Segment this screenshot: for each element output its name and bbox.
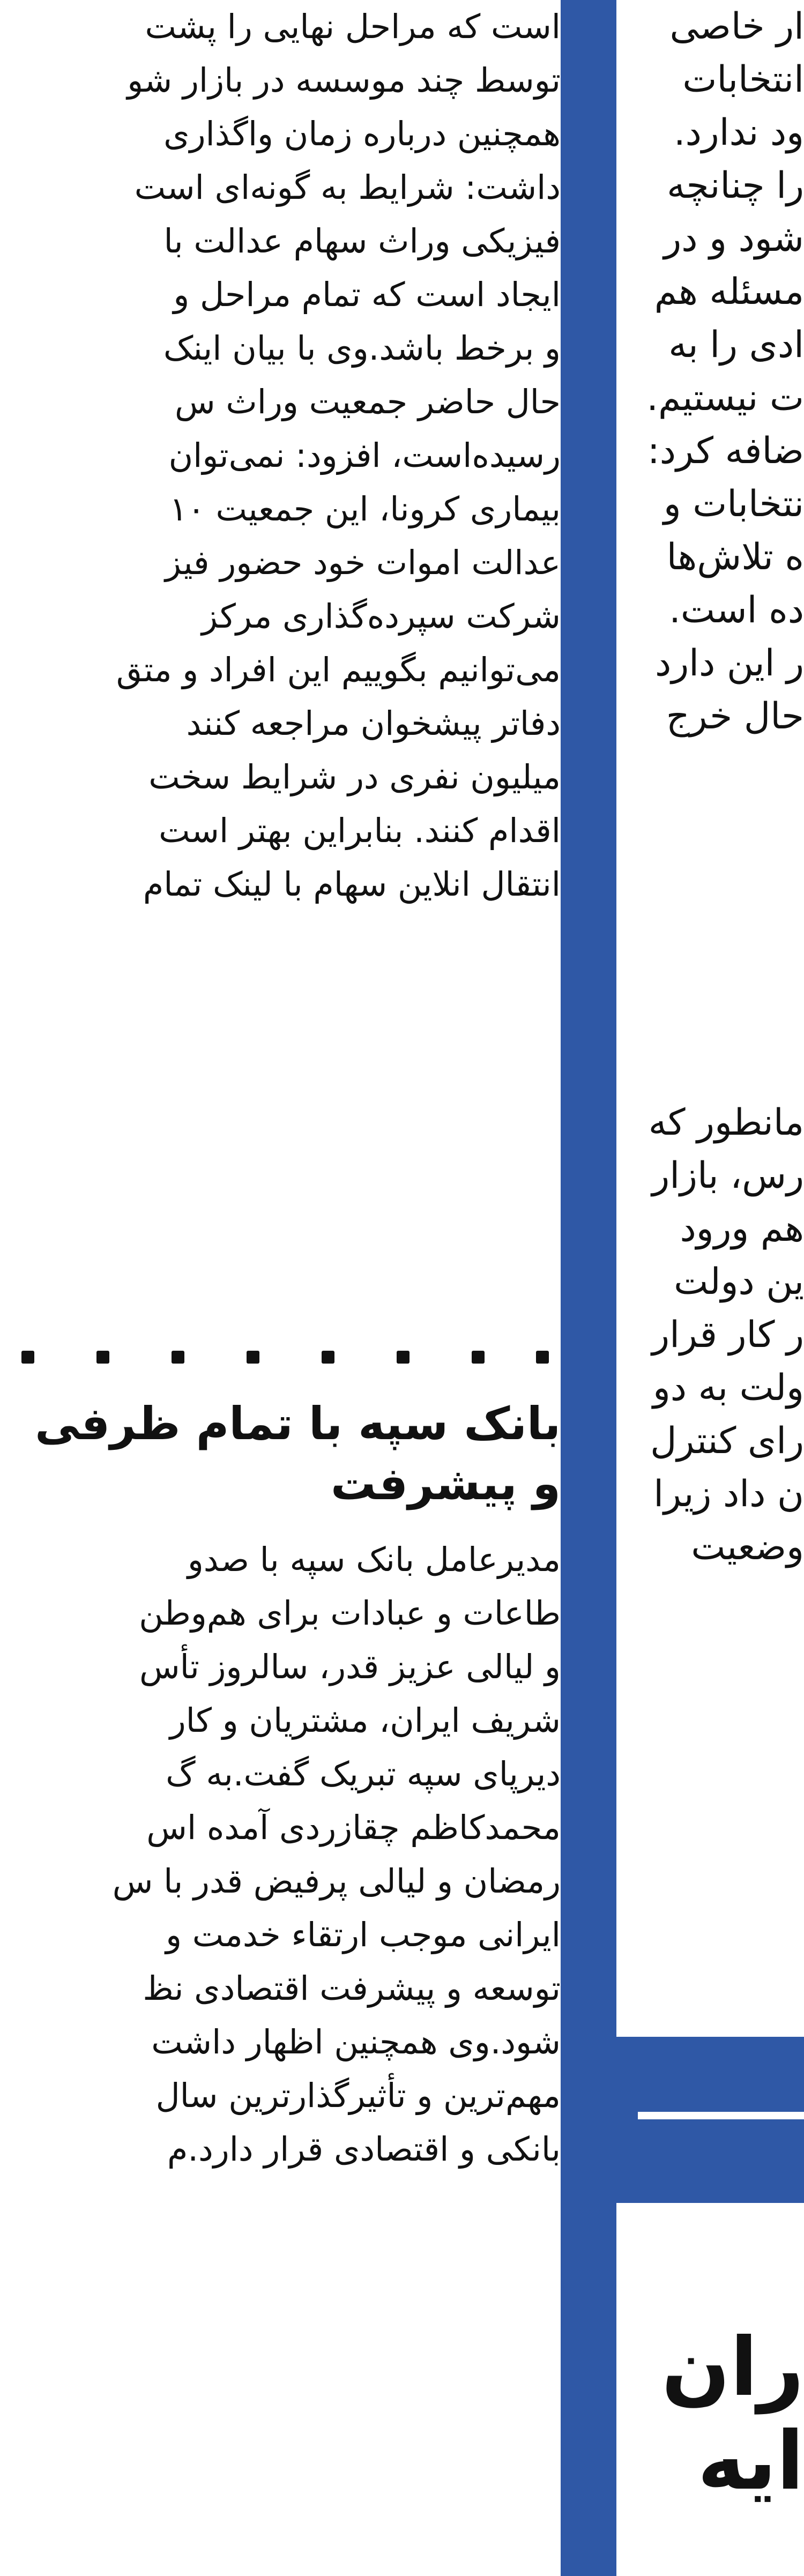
left-article-text-2 xyxy=(0,1533,561,2176)
column-divider-bar xyxy=(561,0,616,2576)
text-line: توسط چند موسسه در بازار شو xyxy=(127,61,561,100)
text-line: رسیده‌است، افزود: نمی‌توان xyxy=(168,436,561,475)
text-line: ادی را به xyxy=(668,324,804,366)
text-line: مهم‌ترین و تأثیرگذارترین سال xyxy=(155,2076,561,2115)
right-article-text-1 xyxy=(616,0,804,743)
text-line: وضعیت xyxy=(691,1526,804,1568)
text-line: است که مراحل نهایی را پشت xyxy=(145,7,561,46)
text-line: فیزیکی وراث سهام عدالت با xyxy=(163,221,561,260)
text-line: حال حاضر جمعیت وراث س xyxy=(175,382,561,421)
divider-dot xyxy=(472,1351,485,1364)
text-line: طاعات و عبادات برای هم‌وطن xyxy=(139,1594,561,1633)
divider-dot xyxy=(172,1351,184,1364)
text-line: انتخابات xyxy=(682,58,804,101)
headline-line: و پیشرفت xyxy=(331,1457,561,1510)
section-divider-dots xyxy=(0,1340,561,1372)
text-line: شود و در xyxy=(664,218,804,260)
text-line: ولت به دو xyxy=(652,1367,804,1409)
text-line: همچنین درباره زمان واگذاری xyxy=(163,114,561,153)
text-line: عدالت اموات خود حضور فیز xyxy=(165,543,561,582)
text-line: نتخابات و xyxy=(663,483,804,525)
text-line: مسئله هم xyxy=(654,271,804,313)
text-line: ایرانی موجب ارتقاء خدمت و xyxy=(166,1915,561,1954)
text-line: دیرپای سپه تبریک گفت.به گ xyxy=(166,1754,561,1793)
text-line: اقدام کنند. بنابراین بهتر است xyxy=(159,811,561,850)
text-line: شود.وی همچنین اظهار داشت xyxy=(151,2022,561,2061)
text-line: ت نیستیم. xyxy=(646,377,804,419)
headline-line: ایه xyxy=(697,2415,804,2508)
divider-dot xyxy=(21,1351,34,1364)
section-header-band xyxy=(616,2037,804,2203)
section-header-rule xyxy=(638,2112,804,2119)
text-line: حال خرج xyxy=(666,695,804,738)
text-line: رمضان و لیالی پرفیض قدر با س xyxy=(112,1862,561,1901)
divider-dot xyxy=(322,1351,334,1364)
text-line: ده است. xyxy=(669,589,804,631)
headline-line: ران xyxy=(661,2321,804,2414)
right-article-text-2 xyxy=(616,1096,804,1574)
text-line: ن داد زیرا xyxy=(653,1473,804,1515)
text-line: رای کنترل xyxy=(650,1420,804,1462)
text-line: محمدکاظم چقازردی آمده اس xyxy=(146,1808,561,1847)
text-line: می‌توانیم بگوییم این افراد و متق xyxy=(116,650,561,689)
text-line: شرکت سپرده‌گذاری مرکز xyxy=(202,597,561,636)
text-line: هم ورود xyxy=(680,1208,804,1250)
text-line: ر این دارد xyxy=(655,642,804,684)
text-line: و برخط باشد.وی با بیان اینک xyxy=(163,329,561,368)
divider-dot xyxy=(96,1351,109,1364)
text-line: داشت: شرایط به گونه‌ای است xyxy=(134,168,561,207)
text-line: توسعه و پیشرفت اقتصادی نظ xyxy=(143,1969,561,2008)
text-line: مانطور که xyxy=(648,1101,804,1144)
text-line: ه تلاش‌ها xyxy=(666,536,804,578)
text-line: را چنانچه xyxy=(667,165,804,207)
text-line: ار خاصی xyxy=(669,5,804,48)
left-article-text-1 xyxy=(0,0,561,911)
text-line: ضافه کرد: xyxy=(647,430,804,472)
left-article-headline xyxy=(0,1394,561,1514)
text-line: بیماری کرونا، این جمعیت ۱۰ xyxy=(169,489,561,528)
text-line: مدیرعامل بانک سپه با صدو xyxy=(187,1540,561,1579)
text-line: بانکی و اقتصادی قرار دارد.م xyxy=(167,2130,561,2169)
right-article-headline xyxy=(616,2321,804,2508)
divider-dot xyxy=(247,1351,259,1364)
text-line: ود ندارد. xyxy=(674,111,804,154)
text-line: دفاتر پیشخوان مراجعه کنند xyxy=(186,704,561,743)
divider-dot xyxy=(536,1351,549,1364)
text-line: شریف ایران، مشتریان و کار xyxy=(169,1701,561,1740)
text-line: ین دولت xyxy=(674,1261,804,1303)
text-line: و لیالی عزیز قدر، سالروز تأس xyxy=(139,1647,561,1686)
text-line: انتقال انلاین سهام با لینک تمام xyxy=(143,865,561,904)
text-line: رس، بازار xyxy=(652,1155,804,1197)
headline-line: بانک سپه با تمام ظرفی xyxy=(35,1397,561,1450)
text-line: میلیون نفری در شرایط سخت xyxy=(148,757,561,796)
divider-dot xyxy=(397,1351,410,1364)
text-line: ایجاد است که تمام مراحل و xyxy=(173,275,561,314)
text-line: ر کار قرار xyxy=(652,1314,804,1356)
